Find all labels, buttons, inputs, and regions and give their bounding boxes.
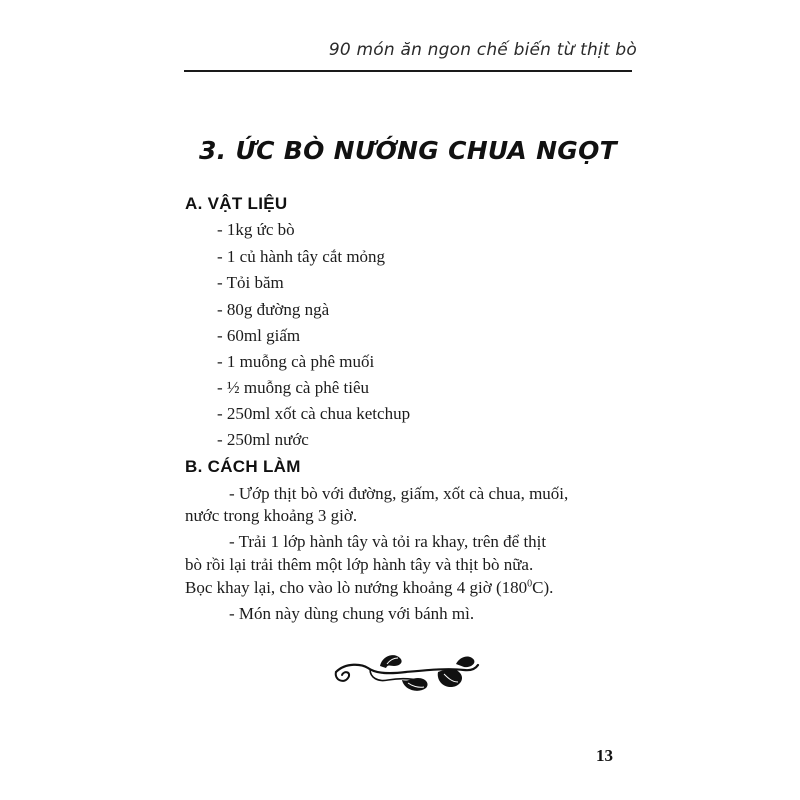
method-step-2-line-3-text: Bọc khay lại, cho vào lò nướng khoảng 4 giờ (180 bbox=[185, 578, 528, 597]
method-step-3-line-1: - Món này dùng chung với bánh mì. bbox=[229, 604, 475, 623]
method-step-1-line-2: nước trong khoảng 3 giờ. bbox=[185, 506, 358, 525]
ingredient-item: - 60ml giấm bbox=[217, 326, 301, 345]
ingredient-item: - 1 củ hành tây cắt mỏng bbox=[217, 247, 386, 266]
running-header: 90 món ăn ngon chế biến từ thịt bò bbox=[328, 40, 637, 60]
method-step-2-line-3 bbox=[185, 578, 553, 598]
ingredient-item: - 80g đường ngà bbox=[217, 300, 330, 319]
ingredient-item: - 250ml nước bbox=[217, 430, 309, 449]
ingredient-item: - 250ml xốt cà chua ketchup bbox=[217, 404, 411, 423]
section-heading-materials: A. VẬT LIỆU bbox=[185, 194, 288, 213]
method-step-2-line-2: bò rồi lại trải thêm một lớp hành tây và thịt bò nữa. bbox=[185, 555, 534, 574]
degree-superscript: 0 bbox=[527, 578, 533, 590]
chapter-title: 3. ỨC BÒ NƯỚNG CHUA NGỌT bbox=[198, 136, 618, 165]
ingredient-item: - ½ muỗng cà phê tiêu bbox=[217, 378, 370, 397]
method-step-2-line-3-unit: C). bbox=[532, 578, 554, 597]
vine-ornament-icon bbox=[332, 650, 480, 694]
method-step-2-line-1: - Trải 1 lớp hành tây và tỏi ra khay, trên để thịt bbox=[229, 532, 547, 551]
ingredient-item: - 1 muỗng cà phê muối bbox=[217, 352, 375, 371]
header-rule bbox=[184, 70, 632, 72]
ingredient-item: - 1kg ức bò bbox=[217, 220, 295, 239]
method-step-1-line-1: - Ướp thịt bò với đường, giấm, xốt cà chua, muối, bbox=[229, 484, 569, 503]
ingredient-item: - Tỏi băm bbox=[217, 273, 284, 292]
page-number: 13 bbox=[596, 746, 613, 765]
section-heading-method: B. CÁCH LÀM bbox=[185, 457, 301, 476]
